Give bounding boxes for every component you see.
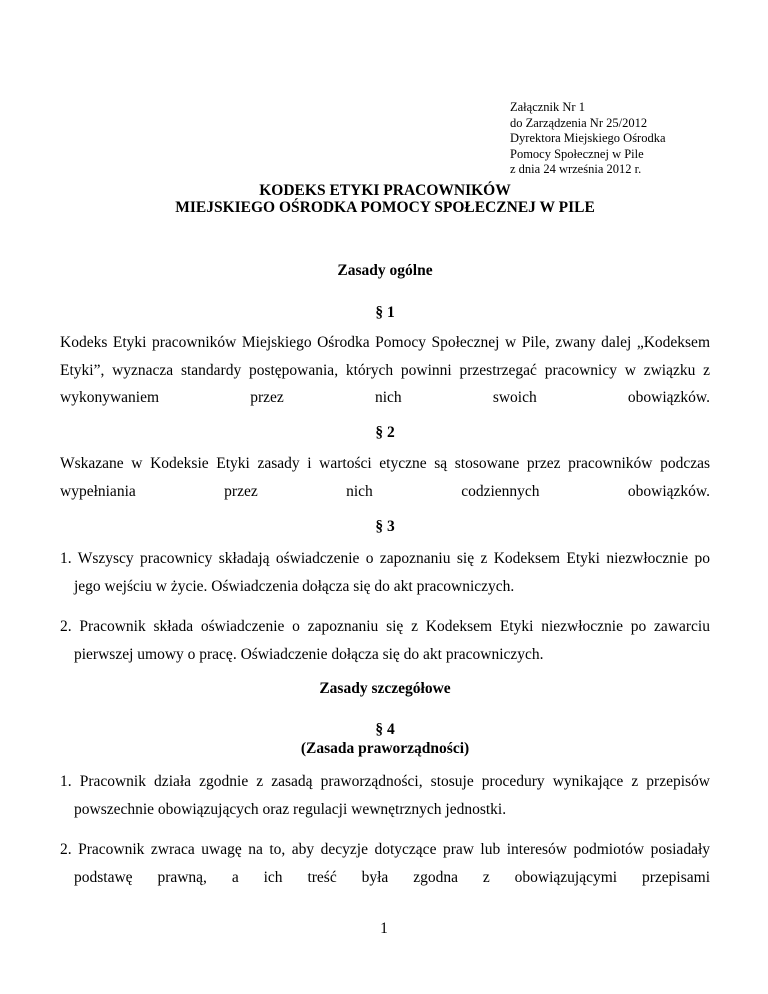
- section-3-label: § 3: [375, 518, 395, 535]
- section-4-subtitle: (Zasada praworządności): [300, 740, 470, 757]
- section-3-item-1: 1. Wszyscy pracownicy składają oświadczenie o zapoznaniu się z Kodeksem Etyki niezwłocznie po jego wejściu w życie. Oświadczenia dołącza się do akt pracowniczych.: [60, 550, 710, 595]
- section-2-label: § 2: [375, 424, 395, 441]
- section-3-item-2: 2. Pracownik składa oświadczenie o zapoznaniu się z Kodeksem Etyki niezwłocznie po zawarciu pierwszej umowy o pracę. Oświadczenie dołącza się do akt pracowniczych.: [60, 618, 710, 663]
- title-line-1: KODEKS ETYKI PRACOWNIKÓW: [259, 182, 511, 199]
- title-line-2: MIEJSKIEGO OŚRODKA POMOCY SPOŁECZNEJ W PILE: [175, 199, 595, 216]
- general-rules-heading: Zasady ogólne: [337, 262, 433, 279]
- annex-line: z dnia 24 września 2012 r.: [510, 162, 642, 176]
- annex-line: Dyrektora Miejskiego Ośrodka: [510, 131, 666, 145]
- section-4-item-1: 1. Pracownik działa zgodnie z zasadą praworządności, stosuje procedury wynikające z przepisów powszechnie obowiązujących oraz regulacji wewnętrznych jednostki.: [60, 773, 710, 818]
- annex-line: Załącznik Nr 1: [510, 100, 585, 114]
- section-1-text: Kodeks Etyki pracowników Miejskiego Ośrodka Pomocy Społecznej w Pile, zwany dalej „Kodeksem Etyki”, wyznacza standardy postępowania, których powinni przestrzegać pracownicy w związku z wykonywaniem przez nich swoich obowiązków.: [60, 334, 710, 406]
- detailed-rules-heading: Zasady szczegółowe: [319, 680, 451, 697]
- section-1-label: § 1: [375, 304, 395, 321]
- document-title: [60, 182, 710, 216]
- section-4-label: § 4: [375, 721, 395, 738]
- section-4-item-2: 2. Pracownik zwraca uwagę na to, aby decyzje dotyczące praw lub interesów podmiotów posiadały podstawę prawną, a ich treść była zgodna z obowiązującymi przepisami: [60, 841, 710, 886]
- annex-line: do Zarządzenia Nr 25/2012: [510, 115, 648, 130]
- page-number: 1: [380, 920, 388, 937]
- annex-note: [510, 100, 666, 178]
- annex-line: Pomocy Społecznej w Pile: [510, 146, 644, 161]
- section-2-text: Wskazane w Kodeksie Etyki zasady i wartości etyczne są stosowane przez pracowników podczas wypełniania przez nich codziennych obowiązków.: [60, 455, 710, 500]
